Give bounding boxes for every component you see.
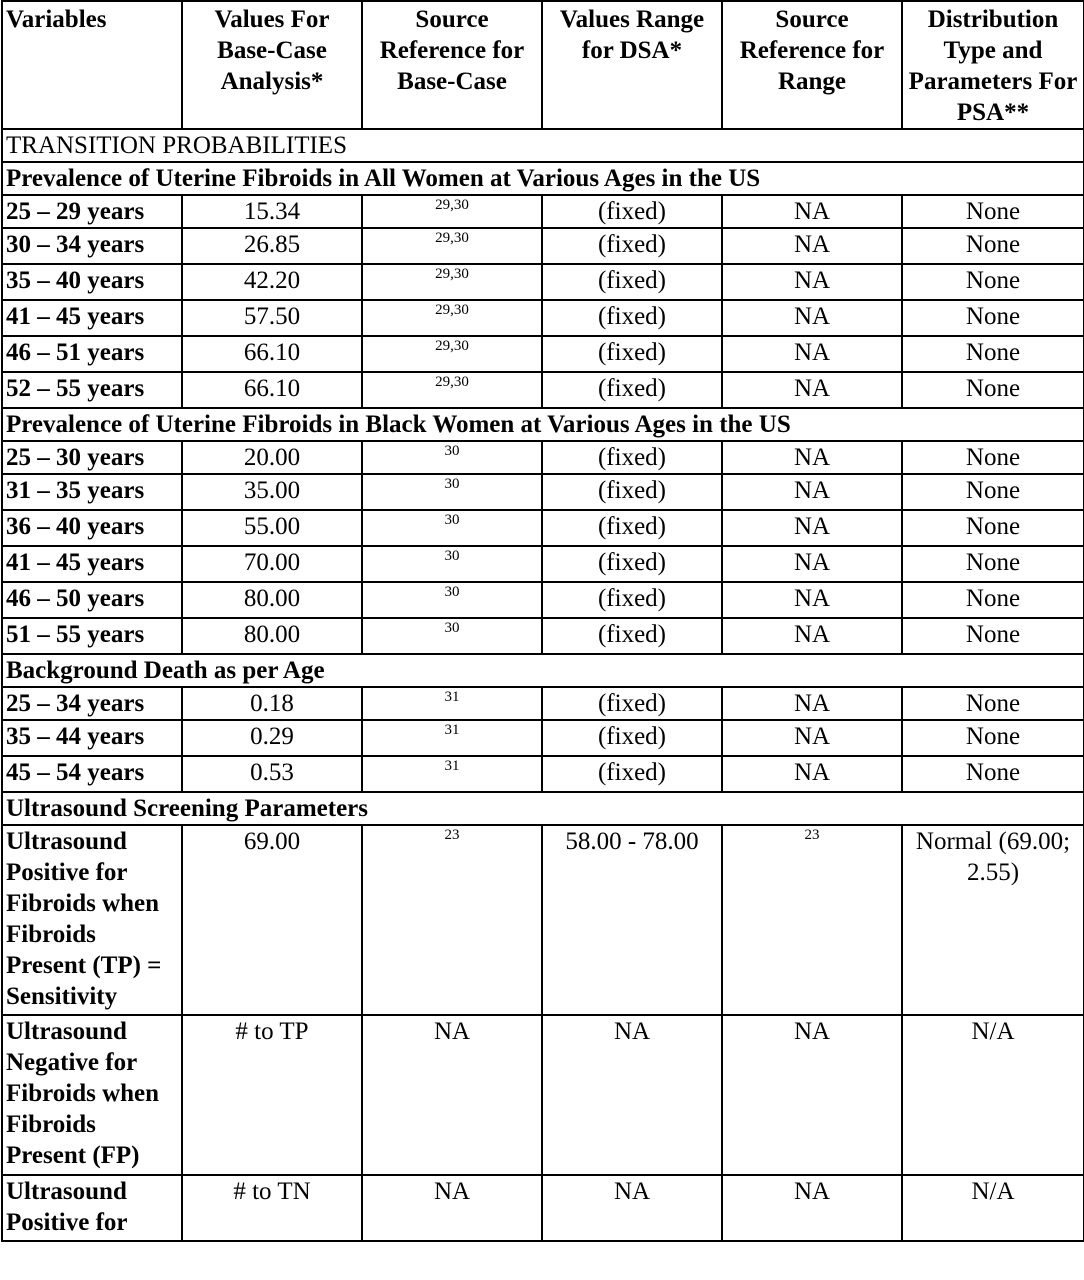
value-cell: 80.00	[182, 618, 362, 654]
value-cell: 70.00	[182, 546, 362, 582]
variable-cell: 46 – 50 years	[2, 582, 182, 618]
table-row	[2, 687, 1084, 720]
variable-cell: 25 – 29 years	[2, 195, 182, 228]
range-cell: (fixed)	[542, 720, 722, 756]
variable-cell: 46 – 51 years	[2, 336, 182, 372]
reference-cell: 31	[362, 687, 542, 720]
psa-cell: None	[902, 336, 1084, 372]
variable-cell: Ultrasound Positive for	[2, 1175, 182, 1241]
range-reference-cell: NA	[722, 441, 902, 474]
table-row	[2, 756, 1084, 792]
psa-cell: None	[902, 195, 1084, 228]
variable-cell: 31 – 35 years	[2, 474, 182, 510]
table-row	[2, 474, 1084, 510]
header-psa: Distribution Type and Parameters For PSA**	[902, 1, 1084, 129]
psa-cell: None	[902, 441, 1084, 474]
psa-cell: None	[902, 510, 1084, 546]
value-cell: 0.53	[182, 756, 362, 792]
variable-cell: Ultrasound Negative for Fibroids when Fibroids Present (FP)	[2, 1015, 182, 1175]
range-cell: (fixed)	[542, 228, 722, 264]
psa-cell: None	[902, 582, 1084, 618]
range-cell: NA	[542, 1015, 722, 1175]
section-row	[2, 792, 1084, 825]
reference-cell: 29,30	[362, 228, 542, 264]
variable-cell: 35 – 44 years	[2, 720, 182, 756]
header-variables: Variables	[2, 1, 182, 129]
table-row	[2, 372, 1084, 408]
range-cell: (fixed)	[542, 372, 722, 408]
range-cell: (fixed)	[542, 687, 722, 720]
section-all-women: Prevalence of Uterine Fibroids in All Women at Various Ages in the US	[2, 162, 1084, 195]
range-cell: 58.00 - 78.00	[542, 825, 722, 1015]
table-row	[2, 195, 1084, 228]
reference-cell: 30	[362, 510, 542, 546]
reference-cell: 29,30	[362, 264, 542, 300]
range-cell: (fixed)	[542, 546, 722, 582]
variable-cell: 35 – 40 years	[2, 264, 182, 300]
range-cell: (fixed)	[542, 300, 722, 336]
psa-cell: None	[902, 720, 1084, 756]
psa-cell: None	[902, 546, 1084, 582]
range-cell: (fixed)	[542, 264, 722, 300]
psa-cell: None	[902, 618, 1084, 654]
reference-cell: 30	[362, 618, 542, 654]
section-row	[2, 162, 1084, 195]
variable-cell: 25 – 34 years	[2, 687, 182, 720]
table-row	[2, 1015, 1084, 1175]
value-cell: # to TP	[182, 1015, 362, 1175]
section-row	[2, 129, 1084, 162]
reference-cell: 29,30	[362, 336, 542, 372]
reference-cell: 29,30	[362, 195, 542, 228]
header-base-values: Values For Base-Case Analysis*	[182, 1, 362, 129]
variable-cell: 36 – 40 years	[2, 510, 182, 546]
value-cell: 15.34	[182, 195, 362, 228]
range-cell: (fixed)	[542, 618, 722, 654]
reference-cell: 31	[362, 756, 542, 792]
section-transition-probabilities: TRANSITION PROBABILITIES	[2, 129, 1084, 162]
header-dsa-range: Values Range for DSA*	[542, 1, 722, 129]
reference-cell: 30	[362, 546, 542, 582]
value-cell: 0.18	[182, 687, 362, 720]
range-reference-cell: NA	[722, 546, 902, 582]
range-reference-cell: NA	[722, 372, 902, 408]
variable-cell: 52 – 55 years	[2, 372, 182, 408]
psa-cell: None	[902, 474, 1084, 510]
psa-cell: None	[902, 372, 1084, 408]
reference-cell: 30	[362, 474, 542, 510]
reference-cell: 31	[362, 720, 542, 756]
range-reference-cell: NA	[722, 1175, 902, 1241]
table-row	[2, 300, 1084, 336]
reference-cell: 30	[362, 441, 542, 474]
range-reference-cell: NA	[722, 195, 902, 228]
range-reference-cell: NA	[722, 618, 902, 654]
table-row	[2, 1175, 1084, 1241]
reference-cell: 23	[362, 825, 542, 1015]
variable-cell: 45 – 54 years	[2, 756, 182, 792]
range-reference-cell: NA	[722, 582, 902, 618]
value-cell: 0.29	[182, 720, 362, 756]
section-black-women: Prevalence of Uterine Fibroids in Black Women at Various Ages in the US	[2, 408, 1084, 441]
header-row	[2, 1, 1084, 129]
reference-cell: NA	[362, 1015, 542, 1175]
range-reference-cell: NA	[722, 228, 902, 264]
psa-cell: None	[902, 687, 1084, 720]
range-reference-cell: NA	[722, 264, 902, 300]
table-row	[2, 228, 1084, 264]
value-cell: 66.10	[182, 372, 362, 408]
range-cell: (fixed)	[542, 474, 722, 510]
variable-cell: 25 – 30 years	[2, 441, 182, 474]
psa-cell: None	[902, 228, 1084, 264]
range-cell: (fixed)	[542, 336, 722, 372]
value-cell: 42.20	[182, 264, 362, 300]
reference-cell: 30	[362, 582, 542, 618]
value-cell: 55.00	[182, 510, 362, 546]
variable-cell: 51 – 55 years	[2, 618, 182, 654]
table-row	[2, 441, 1084, 474]
range-reference-cell: NA	[722, 687, 902, 720]
section-row	[2, 654, 1084, 687]
range-cell: (fixed)	[542, 582, 722, 618]
reference-cell: 29,30	[362, 372, 542, 408]
table-row	[2, 582, 1084, 618]
range-cell: NA	[542, 1175, 722, 1241]
range-cell: (fixed)	[542, 756, 722, 792]
header-range-source: Source Reference for Range	[722, 1, 902, 129]
value-cell: 80.00	[182, 582, 362, 618]
variable-cell: 41 – 45 years	[2, 546, 182, 582]
range-reference-cell: 23	[722, 825, 902, 1015]
table-row	[2, 618, 1084, 654]
section-row	[2, 408, 1084, 441]
range-reference-cell: NA	[722, 336, 902, 372]
range-reference-cell: NA	[722, 1015, 902, 1175]
header-base-source: Source Reference for Base-Case	[362, 1, 542, 129]
value-cell: 20.00	[182, 441, 362, 474]
psa-cell: None	[902, 264, 1084, 300]
section-background-death: Background Death as per Age	[2, 654, 1084, 687]
reference-cell: 29,30	[362, 300, 542, 336]
range-cell: (fixed)	[542, 441, 722, 474]
parameters-table	[1, 0, 1084, 1242]
range-reference-cell: NA	[722, 300, 902, 336]
psa-cell: None	[902, 756, 1084, 792]
value-cell: 26.85	[182, 228, 362, 264]
range-reference-cell: NA	[722, 474, 902, 510]
value-cell: 69.00	[182, 825, 362, 1015]
table-row	[2, 264, 1084, 300]
psa-cell: Normal (69.00; 2.55)	[902, 825, 1084, 1015]
table-row	[2, 720, 1084, 756]
range-reference-cell: NA	[722, 720, 902, 756]
psa-cell: None	[902, 300, 1084, 336]
table-row	[2, 825, 1084, 1015]
range-cell: (fixed)	[542, 195, 722, 228]
variable-cell: Ultrasound Positive for Fibroids when Fibroids Present (TP) = Sensitivity	[2, 825, 182, 1015]
variable-cell: 30 – 34 years	[2, 228, 182, 264]
range-reference-cell: NA	[722, 756, 902, 792]
range-cell: (fixed)	[542, 510, 722, 546]
table-row	[2, 546, 1084, 582]
section-ultrasound: Ultrasound Screening Parameters	[2, 792, 1084, 825]
value-cell: # to TN	[182, 1175, 362, 1241]
reference-cell: NA	[362, 1175, 542, 1241]
value-cell: 35.00	[182, 474, 362, 510]
value-cell: 66.10	[182, 336, 362, 372]
table-row	[2, 336, 1084, 372]
value-cell: 57.50	[182, 300, 362, 336]
psa-cell: N/A	[902, 1175, 1084, 1241]
variable-cell: 41 – 45 years	[2, 300, 182, 336]
table-row	[2, 510, 1084, 546]
range-reference-cell: NA	[722, 510, 902, 546]
psa-cell: N/A	[902, 1015, 1084, 1175]
